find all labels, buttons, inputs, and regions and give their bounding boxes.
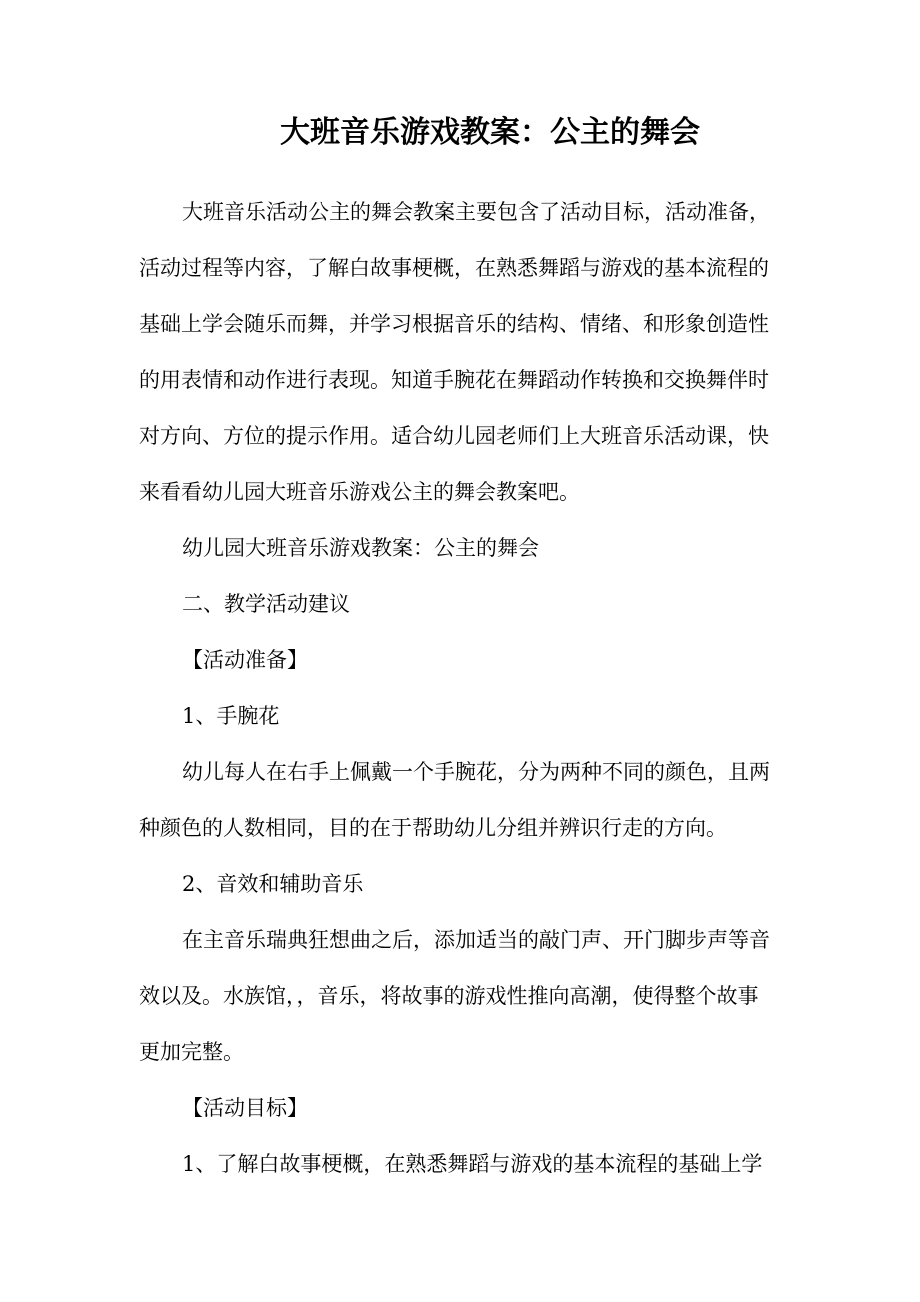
- text-line: 来看看幼儿园大班音乐游戏公主的舞会教案吧。: [139, 480, 580, 504]
- text-line: 种颜色的人数相同，目的在于帮助幼儿分组并辨识行走的方向。: [139, 816, 727, 840]
- document-body: [139, 184, 799, 1192]
- text-line: 效以及。水族馆，，音乐，将故事的游戏性推向高潮，使得整个故事: [139, 984, 759, 1008]
- text-line: 大班音乐活动公主的舞会教案主要包含了活动目标，活动准备，: [182, 200, 770, 224]
- text-line: 1、手腕花: [182, 704, 280, 728]
- text-line: 【活动目标】: [182, 1096, 308, 1120]
- text-line: 幼儿园大班音乐游戏教案：公主的舞会: [182, 536, 539, 560]
- text-line: 更加完整。: [139, 1040, 244, 1064]
- text-line: 对方向、方位的提示作用。适合幼儿园老师们上大班音乐活动课，快: [139, 424, 769, 448]
- text-line: 的用表情和动作进行表现。知道手腕花在舞蹈动作转换和交换舞伴时: [139, 368, 769, 392]
- text-line: 1、了解白故事梗概，在熟悉舞蹈与游戏的基本流程的基础上学: [182, 1152, 763, 1176]
- text-line: 在主音乐瑞典狂想曲之后，添加适当的敲门声、开门脚步声等音: [182, 928, 770, 952]
- text-line: 【活动准备】: [182, 648, 308, 672]
- text-line: 二、教学活动建议: [182, 592, 350, 616]
- document-title: 大班音乐游戏教案：公主的舞会: [280, 115, 700, 150]
- text-line: 活动过程等内容，了解白故事梗概，在熟悉舞蹈与游戏的基本流程的: [139, 256, 769, 280]
- text-line: 幼儿每人在右手上佩戴一个手腕花，分为两种不同的颜色，且两: [182, 760, 770, 784]
- text-line: 基础上学会随乐而舞，并学习根据音乐的结构、情绪、和形象创造性: [139, 312, 769, 336]
- text-line: 2、音效和辅助音乐: [182, 872, 364, 896]
